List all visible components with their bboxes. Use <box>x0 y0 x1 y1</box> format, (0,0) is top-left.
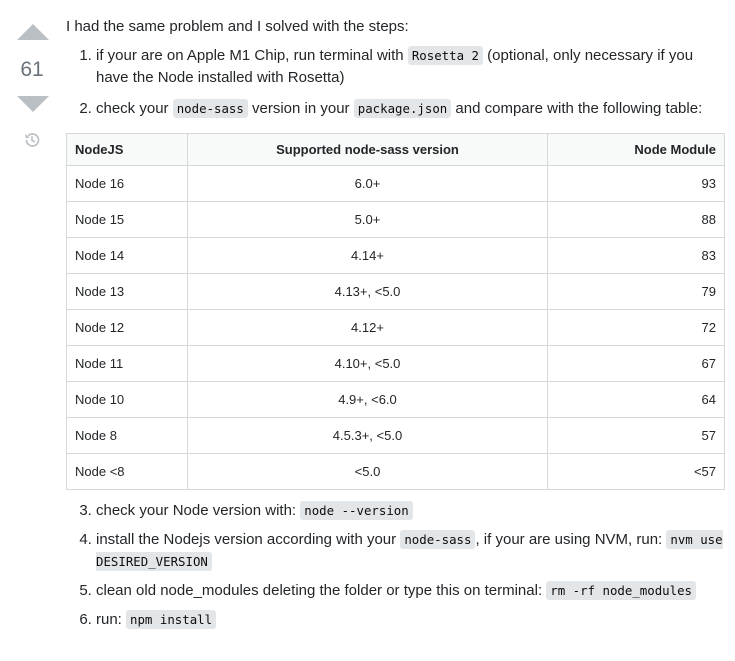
step-text: if your are on Apple M1 Chip, run terminal with <box>96 47 408 64</box>
compat-table <box>66 133 725 490</box>
inline-code: rm -rf node_modules <box>546 581 696 600</box>
table-cell: 67 <box>548 346 725 382</box>
step-text: version in your <box>247 100 354 117</box>
table-cell: <5.0 <box>188 454 548 490</box>
table-row <box>67 166 725 202</box>
table-cell: 4.13+, <5.0 <box>188 274 548 310</box>
table-row <box>67 346 725 382</box>
step-text: (optional, only necessary if you have the Node installed with Rosetta) <box>96 47 694 86</box>
inline-code: package.json <box>354 99 452 118</box>
table-cell: Node 15 <box>67 202 188 238</box>
table-row <box>67 382 725 418</box>
table-cell: 72 <box>548 310 725 346</box>
intro-text: I had the same problem and I solved with the steps: <box>66 18 409 35</box>
table-cell: 6.0+ <box>188 166 548 202</box>
steps-list-top <box>66 45 728 120</box>
step-text: , if your are using NVM, run: <box>475 531 667 548</box>
header-node-module: Node Module <box>548 134 725 166</box>
step-text: check your <box>96 100 173 117</box>
list-item <box>96 609 728 631</box>
inline-code: nvm use DESIRED_VERSION <box>96 532 723 569</box>
table-cell: Node <8 <box>67 454 188 490</box>
table-cell: Node 11 <box>67 346 188 382</box>
list-item <box>96 98 728 120</box>
table-cell: 5.0+ <box>188 202 548 238</box>
table-cell: Node 13 <box>67 274 188 310</box>
table-cell: <57 <box>548 454 725 490</box>
list-item <box>96 500 728 522</box>
compat-table-wrapper <box>66 133 728 490</box>
list-item <box>96 580 728 602</box>
header-sass-version: Supported node-sass version <box>188 134 548 166</box>
table-cell: Node 12 <box>67 310 188 346</box>
inline-code: node --version <box>300 501 412 520</box>
steps-list-bottom <box>66 500 728 631</box>
step-text: check your Node version with: <box>96 502 301 519</box>
table-cell: 4.9+, <6.0 <box>188 382 548 418</box>
table-cell: 88 <box>548 202 725 238</box>
downvote-arrow-icon[interactable] <box>17 96 49 112</box>
inline-code: node-sass <box>173 99 248 118</box>
table-row <box>67 310 725 346</box>
table-row <box>67 202 725 238</box>
step-text: run: <box>96 611 127 628</box>
inline-code: Rosetta 2 <box>408 46 483 65</box>
table-cell: 83 <box>548 238 725 274</box>
vote-count: 61 <box>20 58 44 81</box>
step-text: and compare with the following table: <box>451 100 703 117</box>
table-cell: 4.5.3+, <5.0 <box>188 418 548 454</box>
table-row <box>67 454 725 490</box>
step-text: clean old node_modules deleting the folder or type this on terminal: <box>96 582 547 599</box>
history-icon[interactable] <box>23 131 41 149</box>
table-cell: 64 <box>548 382 725 418</box>
answer-body <box>66 15 728 631</box>
table-row <box>67 418 725 454</box>
upvote-arrow-icon[interactable] <box>17 24 49 40</box>
table-row <box>67 274 725 310</box>
inline-code: node-sass <box>400 530 475 549</box>
table-cell: Node 8 <box>67 418 188 454</box>
step-text: install the Nodejs version according with your <box>96 531 401 548</box>
list-item <box>96 45 728 89</box>
table-cell: 57 <box>548 418 725 454</box>
table-cell: 4.10+, <5.0 <box>188 346 548 382</box>
table-cell: 4.14+ <box>188 238 548 274</box>
table-cell: 79 <box>548 274 725 310</box>
table-cell: 93 <box>548 166 725 202</box>
table-cell: Node 16 <box>67 166 188 202</box>
header-nodejs: NodeJS <box>67 134 188 166</box>
table-cell: Node 10 <box>67 382 188 418</box>
list-item <box>96 529 728 573</box>
inline-code: npm install <box>126 610 216 629</box>
table-header-row <box>67 134 725 166</box>
table-row <box>67 238 725 274</box>
table-cell: Node 14 <box>67 238 188 274</box>
table-cell: 4.12+ <box>188 310 548 346</box>
